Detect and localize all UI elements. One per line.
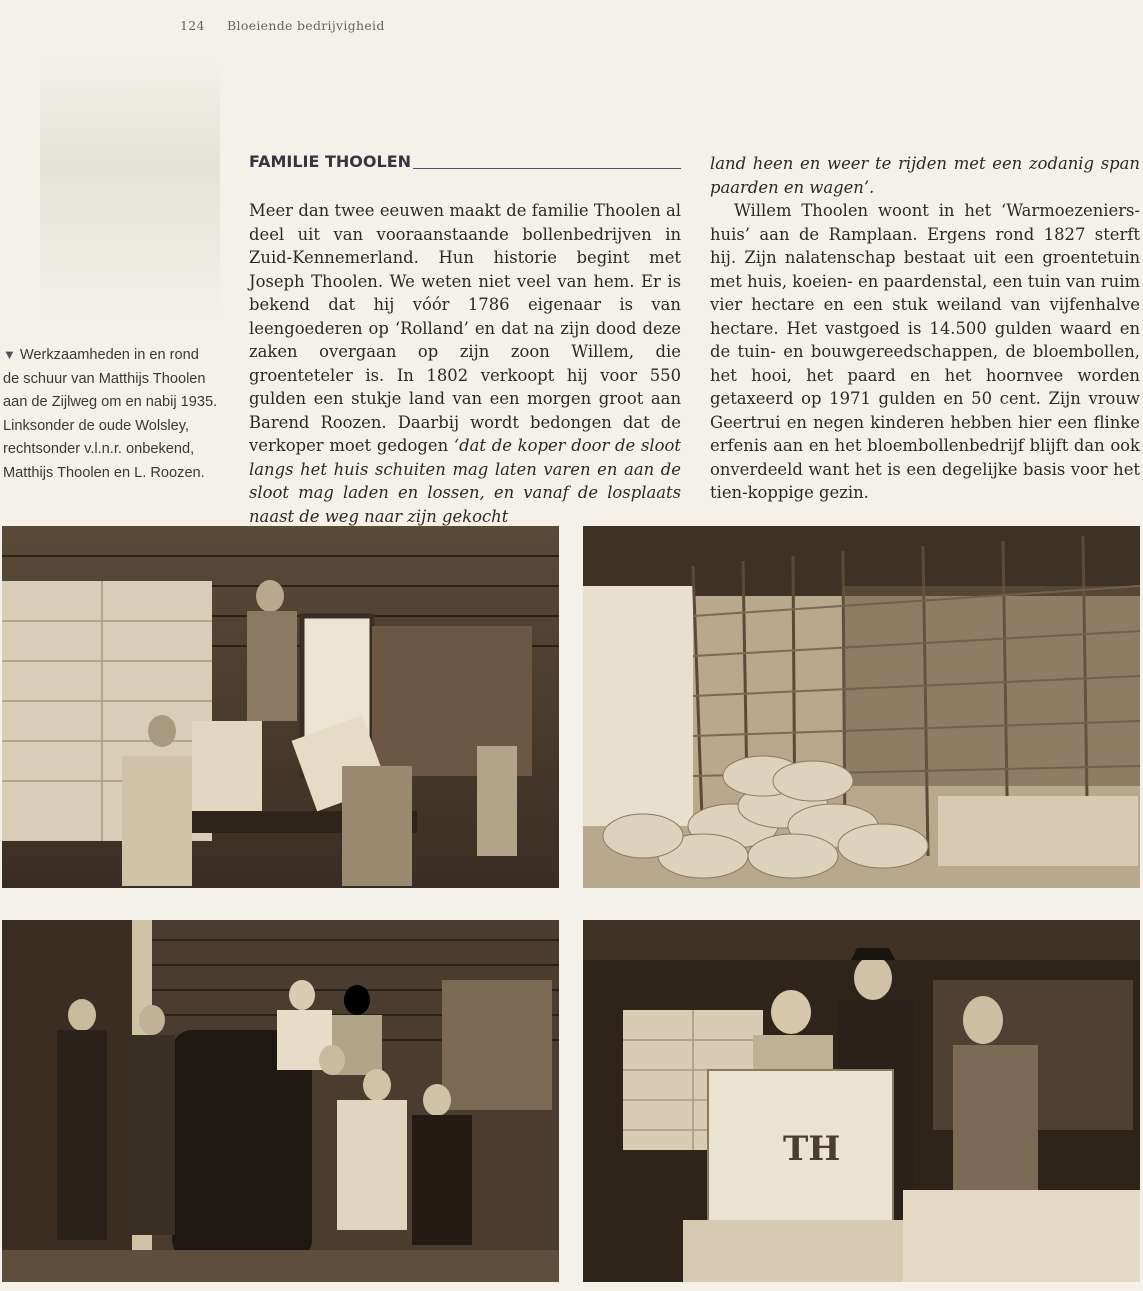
running-title: Bloeiende bedrijvigheid — [227, 18, 385, 33]
faded-background-figure — [40, 60, 220, 320]
body-column-1 — [249, 199, 681, 528]
paragraph-1-quote: ‘dat de koper door de sloot langs het huis schuiten mag laten varen en aan de sloot mag laden en lossen, en vanaf de losplaats naast de weg naar zijn gekocht — [249, 436, 681, 526]
page-number: 124 — [180, 18, 205, 33]
photo-caption — [3, 343, 218, 486]
paragraph-1 — [249, 199, 681, 528]
section-heading-text: FAMILIE THOOLEN — [249, 152, 412, 171]
loading-crates-photo — [2, 526, 559, 888]
caption-marker-icon: ▼ — [3, 347, 16, 362]
quote-continued: land heen en weer te rijden met een zodanig span paarden en wagen’. — [710, 154, 1140, 197]
section-heading — [249, 152, 681, 171]
paragraph-1-continued — [710, 152, 1140, 199]
svg-text:TH: TH — [783, 1129, 841, 1169]
caption-text: Werkzaamheden in en rond de schuur van Matthijs Thoolen aan de Zijlweg om en nabij 1935. Linksonder de oude Wolsley, rechtsonder v.l.n.r. onbekend, Matthijs Thoolen en L. Roozen. — [3, 347, 218, 481]
body-column-2 — [710, 152, 1140, 505]
bulb-shelves-photo — [583, 526, 1140, 888]
paragraph-2: Willem Thoolen woont in het ‘Warmoezeniers-huis’ aan de Ramplaan. Ergens rond 1827 sterft hij. Zijn nalatenschap bestaat uit een groentetuin met huis, koeien- en paardenstal, een tuin van ruim vier hectare en een stuk weiland van vijfenhalve hectare. Het vastgoed is 14.500 gulden waard en de tuin- en bouwgereedschappen, de bloembollen, het hooi, het paard en het hoornvee worden getaxeerd op 1971 gulden en 50 cent. Zijn vrouw Geertrui en negen kinderen hebben hier een flinke erfenis aan en het bloembollenbedrijf blijft dan ook onverdeeld want het is een degelijke basis voor het tien-koppige gezin. — [710, 201, 1140, 502]
group-with-wolseley-photo — [2, 920, 559, 1282]
heading-rule — [413, 168, 681, 169]
three-men-with-crate-photo — [583, 920, 1140, 1282]
paragraph-1-text: Meer dan twee eeuwen maakt de familie Thoolen al deel uit van vooraanstaande bollenbedrijven in Zuid-Kennemerland. Hun historie begint met Joseph Thoolen. We weten niet veel van hem. Er is bekend dat hij vóór 1786 eigenaar is van leengoederen op ‘Rolland’ en dat na zijn dood deze zaken overgaan op zijn zoon Willem, die groenteteler is. In 1802 verkoopt hij voor 550 gulden een stukje land van een morgen groot aan Barend Roozen. Daarbij wordt bedongen dat de verkoper moet gedogen — [249, 201, 681, 455]
running-header — [180, 18, 385, 33]
